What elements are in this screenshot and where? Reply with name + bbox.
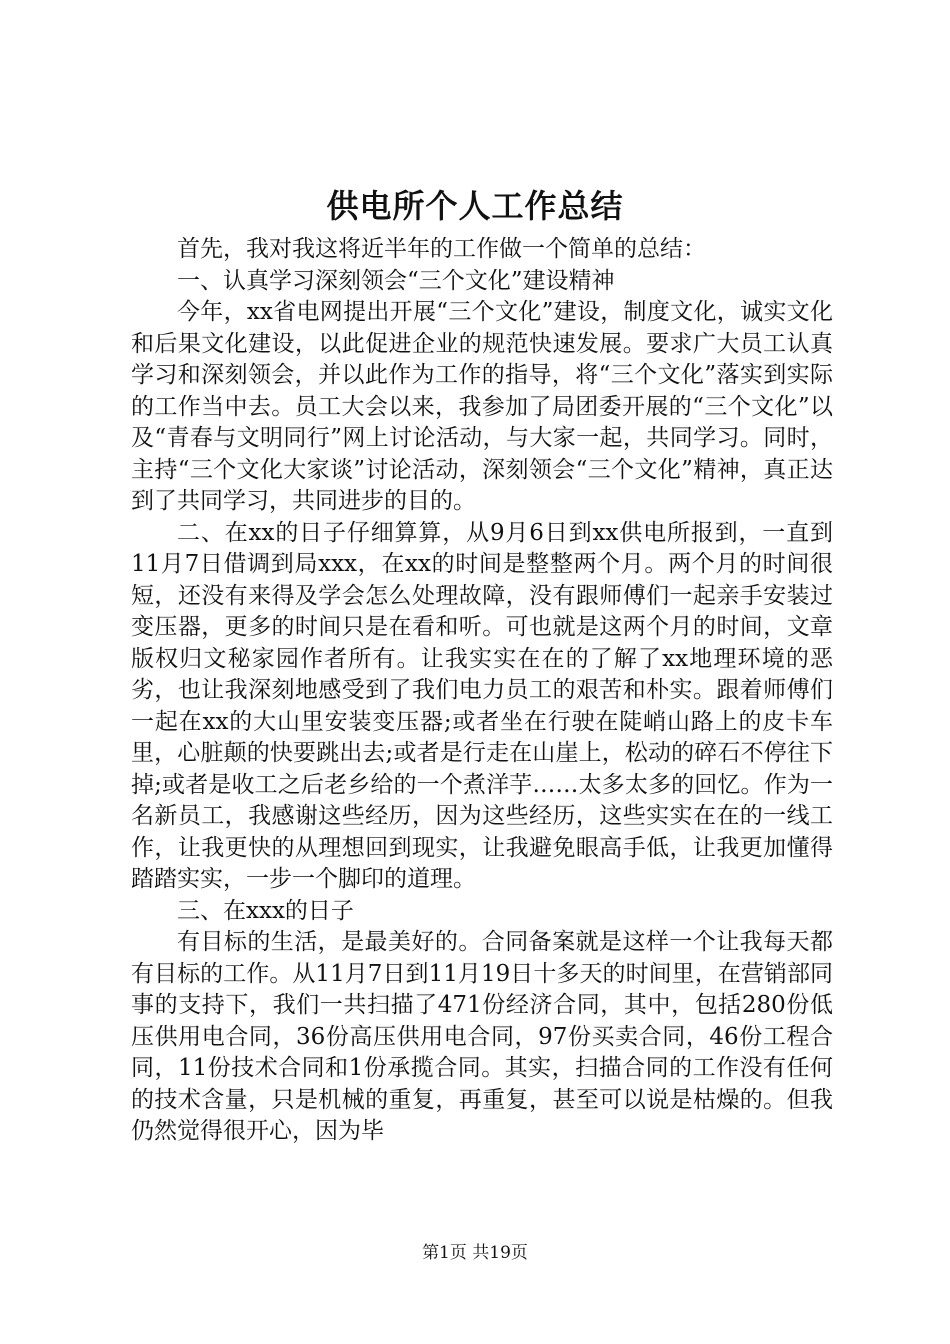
paragraph-section-3: 有目标的生活，是最美好的。合同备案就是这样一个让我每天都有目标的工作。从11月7日到11月19日十多天的时间里，在营销部同事的支持下，我们一共扫描了471份经济合同，其中，包括280份低压供用电合同，36份高压供用电合同，97份买卖合同，46份工程合同，11份技术合同和1份承揽合同。其实，扫描合同的工作没有任何的技术含量，只是机械的重复，再重复，甚至可以说是枯燥的。但我仍然觉得很开心，因为毕 [131,929,833,1144]
paragraph-section-1: 今年，xx省电网提出开展“三个文化”建设，制度文化，诚实文化和后果文化建设，以此促进企业的规范快速发展。要求广大员工认真学习和深刻领会，并以此作为工作的指导，将“三个文化”落实到实际的工作当中去。员工大会以来，我参加了局团委开展的“三个文化”以及“青春与文明同行”网上讨论活动，与大家一起，共同学习。同时，主持“三个文化大家谈”讨论活动，深刻领会“三个文化”精神，真正达到了共同学习，共同进步的目的。 [131,299,833,514]
section-heading-1: 一、认真学习深刻领会“三个文化”建设精神 [177,267,615,294]
document-title: 供电所个人工作总结 [326,187,624,225]
paragraph-intro: 首先，我对我这将近半年的工作做一个简单的总结： [177,236,706,262]
document-body [131,234,833,1148]
section-heading-3: 三、在xxx的日子 [177,897,354,924]
paragraph-section-2: 二、在xx的日子仔细算算，从9月6日到xx供电所报到，一直到11月7日借调到局xxx，在xx的时间是整整两个月。两个月的时间很短，还没有来得及学会怎么处理故障，没有跟师傅们一起亲手安装过变压器，更多的时间只是在看和听。可也就是这两个月的时间，文章版权归文秘家园作者所有。让我实实在在的了解了xx地理环境的恶劣，也让我深刻地感受到了我们电力员工的艰苦和朴实。跟着师傅们一起在xx的大山里安装变压器;或者坐在行驶在陡峭山路上的皮卡车里，心脏颠的快要跳出去;或者是行走在山崖上，松动的碎石不停往下掉;或者是收工之后老乡给的一个煮洋芋……太多太多的回忆。作为一名新员工，我感谢这些经历，因为这些经历，这些实实在在的一线工作，让我更快的从理想回到现实，让我避免眼高手低，让我更加懂得踏踏实实，一步一个脚印的道理。 [131,519,833,892]
page-footer: 第1页 共19页 [422,1243,528,1263]
